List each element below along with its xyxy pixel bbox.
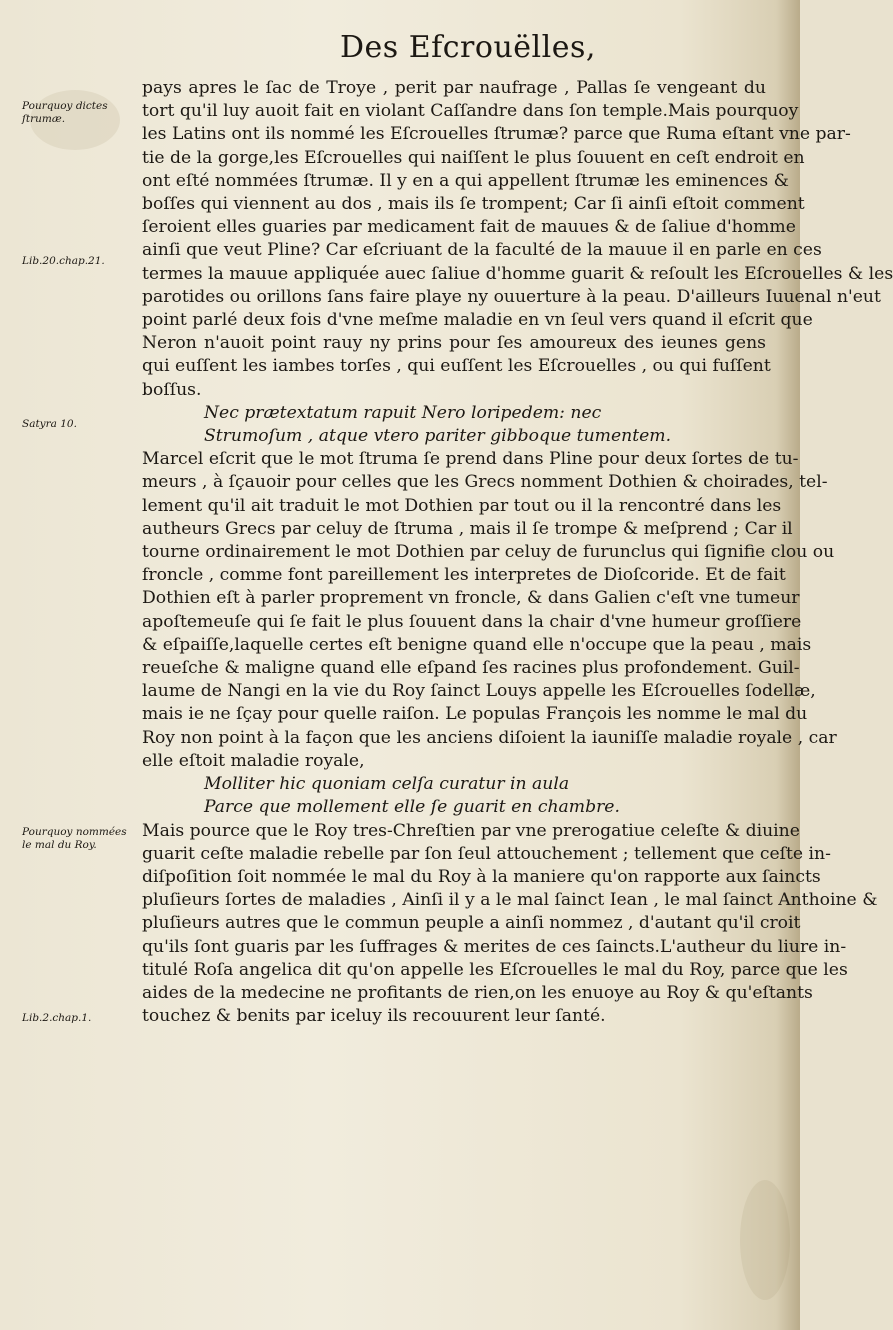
- text-line: touchez & benits par iceluy ils recouurent leur ſanté.: [142, 1006, 606, 1027]
- text-line: pluſieurs autres que le commun peuple a ainſi nommez , d'autant qu'il croit: [142, 913, 801, 934]
- text-line: lement qu'il ait traduit le mot Dothien par tout ou il la rencontré dans les: [142, 495, 782, 516]
- text-line: mais ie ne ſçay pour quelle raiſon. Le populas François les nomme le mal du: [142, 704, 808, 725]
- verse-line: Parce que mollement elle ſe guarit en chambre.: [204, 797, 620, 818]
- running-header: Des Efcrouëlles,: [340, 30, 596, 65]
- text-line: tourne ordinairement le mot Dothien par celuy de furunclus qui ſignifie clou ou: [142, 542, 835, 563]
- verse-line: Nec prætextatum rapuit Nero loripedem: nec: [204, 402, 602, 423]
- text-line: Mais pource que le Roy tres-Chreſtien par vne prerogatiue celeſte & diuine: [142, 820, 800, 841]
- verse-line: Molliter hic quoniam celſa curatur in aula: [204, 774, 570, 795]
- text-line: ont eſté nommées ſtrumæ. Il y en a qui appellent ſtrumæ les eminences &: [142, 170, 789, 191]
- margin-note: Lib.2.chap.1.: [22, 1012, 92, 1024]
- text-line: ſeroient elles guaries par medicament fait de mauues & de ſaliue d'homme: [142, 217, 796, 238]
- text-line: aides de la medecine ne profitants de rien,on les enuoye au Roy & qu'eſtants: [142, 982, 813, 1003]
- text-line: elle eſtoit maladie royale,: [142, 750, 365, 771]
- page-stain: [740, 1180, 790, 1300]
- text-line: diſpoſition ſoit nommée le mal du Roy à la maniere qu'on rapporte aux ſaincts: [142, 866, 821, 887]
- margin-note: Pourquoy nommées le mal du Roy.: [22, 826, 127, 851]
- text-line: qui euſſent les iambes torſes , qui euſſent les Eſcrouelles , ou qui fuſſent: [142, 356, 771, 377]
- text-line: boſſus.: [142, 379, 202, 400]
- text-line: meurs , à ſçauoir pour celles que les Grecs nomment Dothien & choirades, tel-: [142, 472, 828, 493]
- text-line: tie de la gorge,les Eſcrouelles qui naiſſent le plus ſouuent en ceſt endroit en: [142, 147, 805, 168]
- verse-line: Strumoſum , atque vtero pariter gibboque tumentem.: [204, 426, 672, 447]
- text-line: guarit ceſte maladie rebelle par ſon ſeul attouchement ; tellement que ceſte in-: [142, 843, 831, 864]
- text-line: Dothien eſt à parler proprement vn froncle, & dans Galien c'eſt vne tumeur: [142, 588, 800, 609]
- text-line: termes la mauue appliquée auec ſaliue d'homme guarit & reſoult les Eſcrouelles & les: [142, 263, 893, 284]
- text-line: qu'ils ſont guaris par les ſuffrages & merites de ces ſaincts.L'autheur du liure in-: [142, 936, 847, 957]
- text-line: ainſi que veut Pline? Car eſcriuant de la faculté de la mauue il en parle en ces: [142, 240, 822, 261]
- text-line: parotides ou orillons ſans faire playe ny ouuerture à la peau. D'ailleurs Iuuenal n'eut: [142, 286, 881, 307]
- text-line: laume de Nangi en la vie du Roy ſainct Louys appelle les Eſcrouelles ſodellæ,: [142, 681, 816, 702]
- text-line: reueſche & maligne quand elle eſpand ſes racines plus profondement. Guil-: [142, 658, 800, 679]
- text-line: autheurs Grecs par celuy de ſtruma , mais il ſe trompe & meſprend ; Car il: [142, 518, 793, 539]
- text-line: Marcel eſcrit que le mot ſtruma ſe prend dans Pline pour deux ſortes de tu-: [142, 449, 799, 470]
- text-line: Roy non point à la façon que les anciens diſoient la iauniſſe maladie royale , car: [142, 727, 837, 748]
- text-line: tort qu'il luy auoit fait en violant Caſſandre dans ſon temple.Mais pourquoy: [142, 101, 799, 122]
- text-line: Neron n'auoit point rauy ny prins pour ſes amoureux des ieunes gens: [142, 333, 766, 354]
- text-line: & eſpaiſſe,laquelle certes eſt benigne quand elle n'occupe que la peau , mais: [142, 634, 812, 655]
- margin-note: Satyra 10.: [22, 418, 77, 430]
- text-line: titulé Roſa angelica dit qu'on appelle les Eſcrouelles le mal du Roy, parce que les: [142, 959, 848, 980]
- text-line: apoſtemeuſe qui ſe fait le plus ſouuent dans la chair d'vne humeur groſſiere: [142, 611, 802, 632]
- body-text: [142, 77, 893, 1028]
- text-line: point parlé deux fois d'vne meſme maladie en vn ſeul vers quand il eſcrit que: [142, 310, 813, 331]
- text-line: boſſes qui viennent au dos , mais ils ſe trompent; Car ſi ainſi eſtoit comment: [142, 194, 805, 215]
- text-line: pays apres le ſac de Troye , perit par naufrage , Pallas ſe vengeant du: [142, 78, 766, 98]
- text-line: froncle , comme font pareillement les interpretes de Dioſcoride. Et de fait: [142, 565, 786, 586]
- text-line: les Latins ont ils nommé les Eſcrouelles ſtrumæ? parce que Ruma eſtant vne par-: [142, 124, 851, 145]
- margin-note: Lib.20.chap.21.: [22, 255, 105, 267]
- margin-note: Pourquoy dictes ſtrumæ.: [22, 100, 108, 125]
- text-line: pluſieurs ſortes de maladies , Ainſi il y a le mal ſainct Iean , le mal ſainct Anthoine &: [142, 890, 878, 911]
